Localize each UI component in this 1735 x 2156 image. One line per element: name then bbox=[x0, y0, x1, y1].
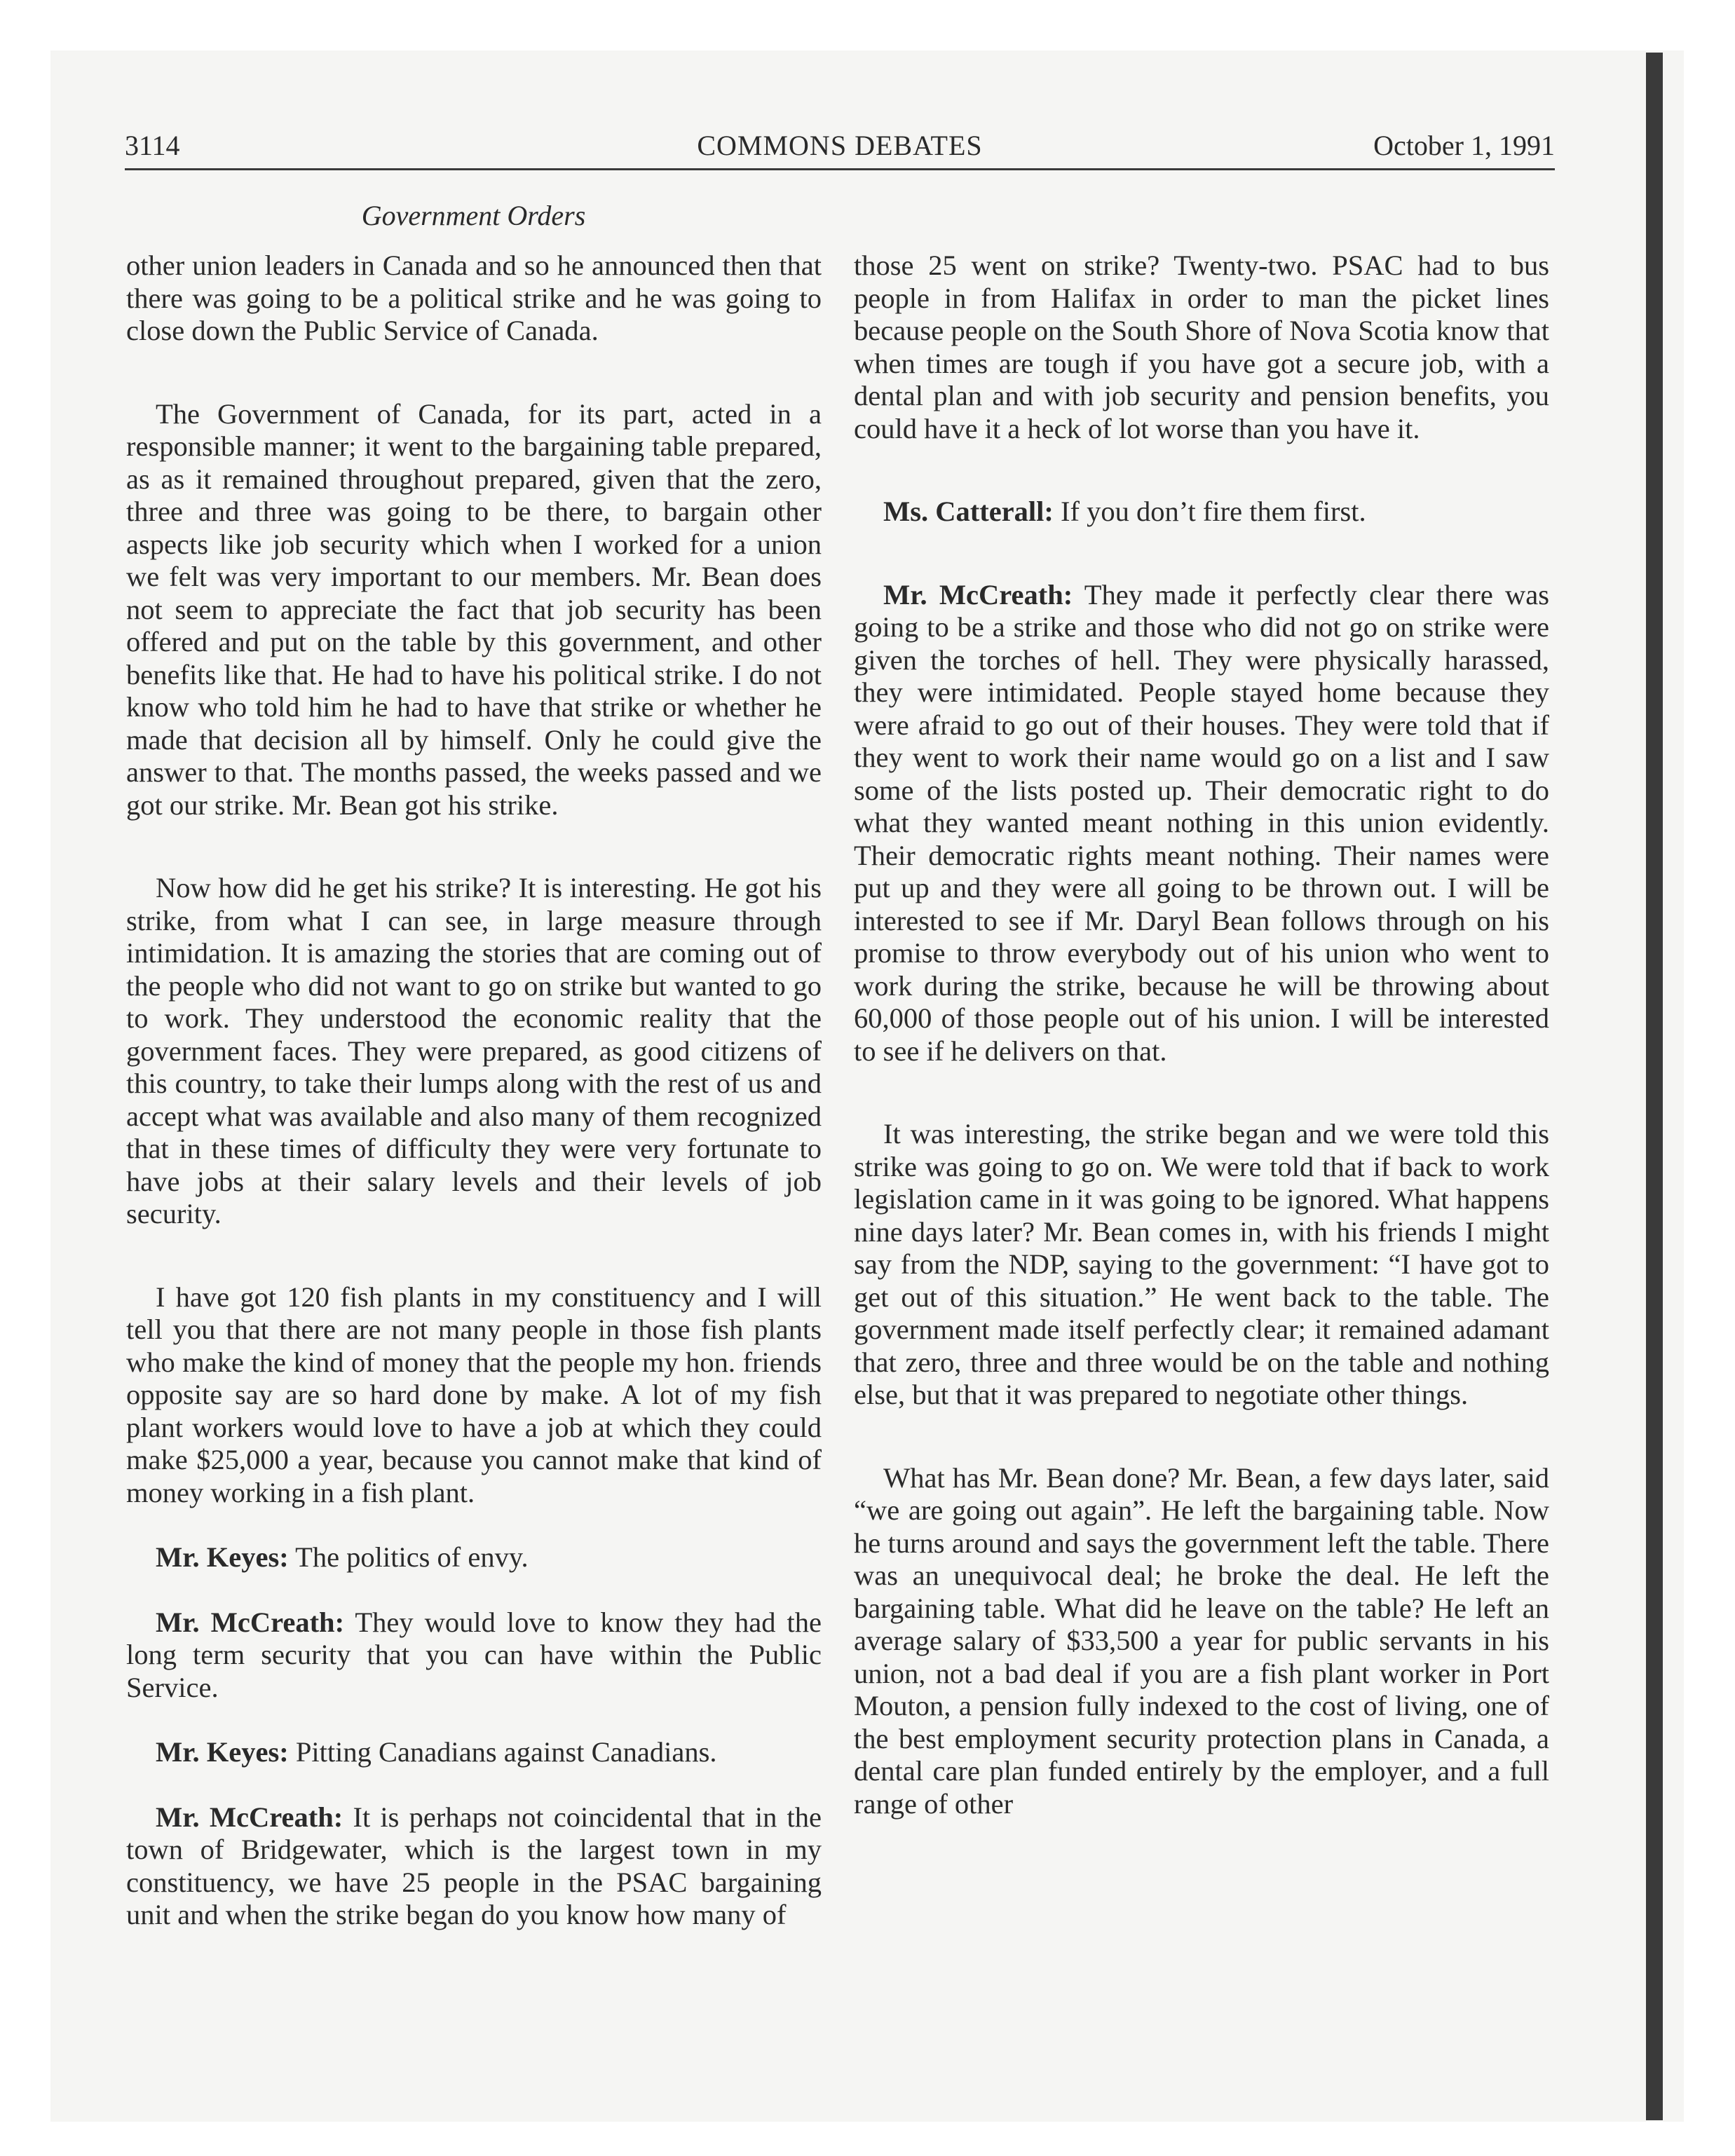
speech-paragraph bbox=[126, 1541, 822, 1574]
publication-date: October 1, 1991 bbox=[1373, 130, 1555, 161]
section-title: Government Orders bbox=[361, 200, 586, 231]
speech-paragraph bbox=[854, 496, 1549, 528]
paragraph bbox=[126, 398, 822, 822]
speech-paragraph bbox=[126, 1736, 822, 1769]
paragraph-text: Now how did he get his strike? It is interesting. He got his strike, from what I can see, in large measure through intimidation. It is amazing the stories that are coming out of the people who did not want to go on strike but wanted to go to work. They understood the economic reality that the government faces. They were prepared, as good citizens of this country, to take their lumps along with the rest of us and accept what was available and also many of them recognized that in these times of difficulty they were very fortunate to have jobs at their salary levels and their levels of job security. bbox=[126, 872, 822, 1229]
left-column bbox=[126, 250, 822, 1932]
header-rule bbox=[125, 168, 1555, 170]
speaker-name: Mr. Keyes: bbox=[156, 1736, 289, 1768]
speech-paragraph bbox=[126, 1606, 822, 1705]
paragraph bbox=[854, 1118, 1549, 1412]
speaker-name: Mr. McCreath: bbox=[156, 1606, 345, 1638]
paragraph-text: I have got 120 fish plants in my constituency and I will tell you that there are not many people in those fish plants who make the kind of money that the people my hon. friends opposite say are so hard done by make. A lot of my fish plant workers would love to have a job at which they could make $25,000 a year, because you cannot make that kind of money working in a fish plant. bbox=[126, 1281, 822, 1508]
paragraph-text: The Government of Canada, for its part, acted in a responsible manner; it went to the bargaining table prepared, as as it remained throughout prepared, given that the zero, three and three was going to be there, to bargain other aspects like job security which when I worked for a union we felt was very important to our members. Mr. Bean does not seem to appreciate the fact that job security has been offered and put on the table by this government, and other benefits like that. He had to have his political strike. I do not know who told him he had to have that strike or whether he made that decision all by himself. Only he could give the answer to that. The months passed, the weeks passed and we got our strike. Mr. Bean got his strike. bbox=[126, 397, 822, 821]
speaker-name: Mr. Keyes: bbox=[156, 1541, 289, 1573]
page-number: 3114 bbox=[125, 130, 180, 161]
right-column bbox=[854, 250, 1549, 1820]
paragraph-text: What has Mr. Bean done? Mr. Bean, a few days later, said “we are going out again”. He left the bargaining table. Now he turns around and says the government left the table. There was an unequivocal deal; he broke the deal. He left the bargaining table. What did he leave on the table? He left an average salary of $33,500 a year for public servants in his union, not a bad deal if you are a fish plant worker in Port Mouton, a pension fully indexed to the cost of living, one of the best employment security protection plans in Canada, a dental care plan funded entirely by the employer, and a full range of other bbox=[854, 1461, 1549, 1820]
scan-edge-shadow bbox=[1646, 53, 1663, 2120]
paragraph bbox=[854, 1462, 1549, 1821]
speech-paragraph bbox=[126, 1801, 822, 1932]
paragraph bbox=[126, 250, 822, 348]
paragraph-text: those 25 went on strike? Twenty-two. PSAC had to bus people in from Halifax in order to man the picket lines because people on the South Shore of Nova Scotia know that when times are tough if you have got a secure job, with a dental plan and with job security and pension benefits, you could have it a heck of lot worse than you have it. bbox=[854, 250, 1549, 444]
speech-text: If you don’t fire them first. bbox=[1061, 496, 1366, 527]
paragraph bbox=[126, 872, 822, 1231]
speech-paragraph bbox=[854, 579, 1549, 1068]
speaker-name: Mr. McCreath: bbox=[156, 1801, 343, 1833]
speaker-name: Ms. Catterall: bbox=[883, 496, 1054, 527]
journal-title: COMMONS DEBATES bbox=[697, 130, 983, 161]
running-header bbox=[125, 125, 1555, 167]
paragraph-text: It was interesting, the strike began and we were told this strike was going to go on. We were told that if back to work legislation came in it was going to be ignored. What happens nine days later? Mr. Bean comes in, with his friends I might say from the NDP, saying to the government: “I have got to get out of this situation.” He went back to the table. The government made itself perfectly clear; it remained adamant that zero, three and three would be on the table and nothing else, but that it was prepared to negotiate other things. bbox=[854, 1118, 1549, 1410]
speech-text: They would love to know they had the long term security that you can have within the Public Service. bbox=[126, 1606, 822, 1703]
paragraph bbox=[126, 1281, 822, 1510]
paragraph-text: other union leaders in Canada and so he announced then that there was going to be a political strike and he was going to close down the Public Service of Canada. bbox=[126, 250, 822, 346]
speaker-name: Mr. McCreath: bbox=[883, 578, 1073, 610]
speech-text: Pitting Canadians against Canadians. bbox=[295, 1736, 717, 1768]
paragraph bbox=[854, 250, 1549, 445]
speech-text: The politics of envy. bbox=[295, 1541, 529, 1573]
speech-text: They made it perfectly clear there was going to be a strike and those who did not go on strike were given the torches of hell. They were physically harassed, they were intimidated. People stayed home because they were afraid to go out of their houses. They were told that if they went to work their name would go on a list and I saw some of the lists posted up. Their democratic right to do what they wanted meant nothing in this union evidently. Their democratic rights meant nothing. Their names were put up and they were all going to be thrown out. I will be interested to see if Mr. Daryl Bean follows through on his promise to throw everybody out of his union who went to work during the strike, because he will be throwing about 60,000 of those people out of his union. I will be interested to see if he delivers on that. bbox=[854, 578, 1549, 1067]
speech-text: It is perhaps not coincidental that in the town of Bridgewater, which is the largest town in my constituency, we have 25 people in the PSAC bargaining unit and when the strike began do you know how many of bbox=[126, 1801, 822, 1930]
